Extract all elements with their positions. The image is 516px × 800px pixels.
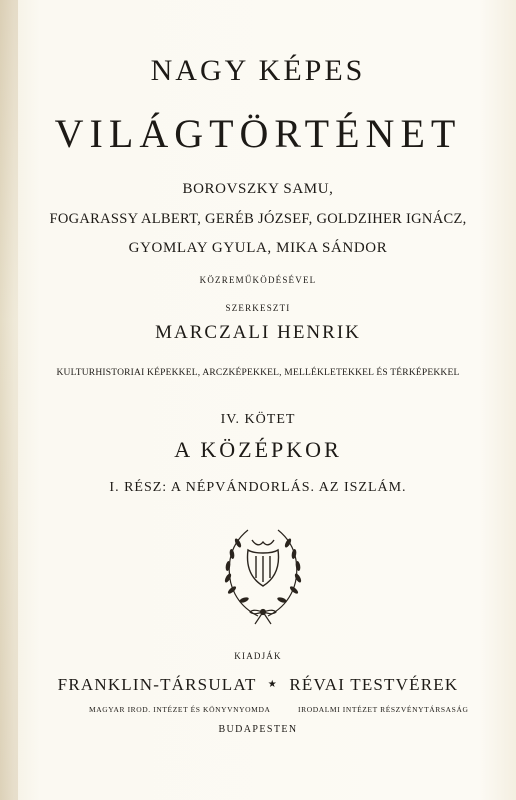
title-line-1: NAGY KÉPES	[150, 54, 366, 87]
publisher-right-subtitle: IRODALMI INTÉZET RÉSZVÉNYTÁRSASÁG	[298, 705, 469, 714]
wreath-lyre-emblem-icon	[208, 520, 318, 630]
star-separator-icon: ★	[267, 679, 278, 690]
publisher-names	[0, 675, 516, 695]
editor-name: MARCZALI HENRIK	[155, 322, 361, 343]
collaboration-note: KÖZREMŰKÖDÉSÉVEL	[199, 275, 317, 285]
volume-title: A KÖZÉPKOR	[174, 437, 342, 462]
contributors-line-1: BOROVSZKY SAMU,	[182, 181, 334, 197]
publication-city: BUDAPESTEN	[218, 724, 298, 735]
contributors-line-2: FOGARASSY ALBERT, GERÉB JÓZSEF, GOLDZIHER IGNÁCZ,	[49, 211, 467, 227]
contributors-line-3: GYOMLAY GYULA, MIKA SÁNDOR	[128, 240, 388, 256]
illustrations-note: KULTURHISTORIAI KÉPEKKEL, ARCZKÉPEKKEL, MELLÉKLETEKKEL ÉS TÉRKÉPEKKEL	[56, 368, 460, 378]
publisher-left-subtitle: MAGYAR IROD. INTÉZET ÉS KÖNYVNYOMDA	[89, 705, 271, 714]
volume-part: I. RÉSZ: A NÉPVÁNDORLÁS. AZ ISZLÁM.	[109, 480, 407, 495]
publisher-label: KIADJÁK	[234, 651, 282, 661]
editor-label: SZERKESZTI	[225, 303, 291, 313]
title-line-2: VILÁGTÖRTÉNET	[54, 111, 462, 156]
publisher-right: RÉVAI TESTVÉREK	[289, 675, 459, 694]
publisher-left: FRANKLIN-TÁRSULAT	[57, 675, 257, 694]
volume-number: IV. KÖTET	[220, 412, 296, 427]
